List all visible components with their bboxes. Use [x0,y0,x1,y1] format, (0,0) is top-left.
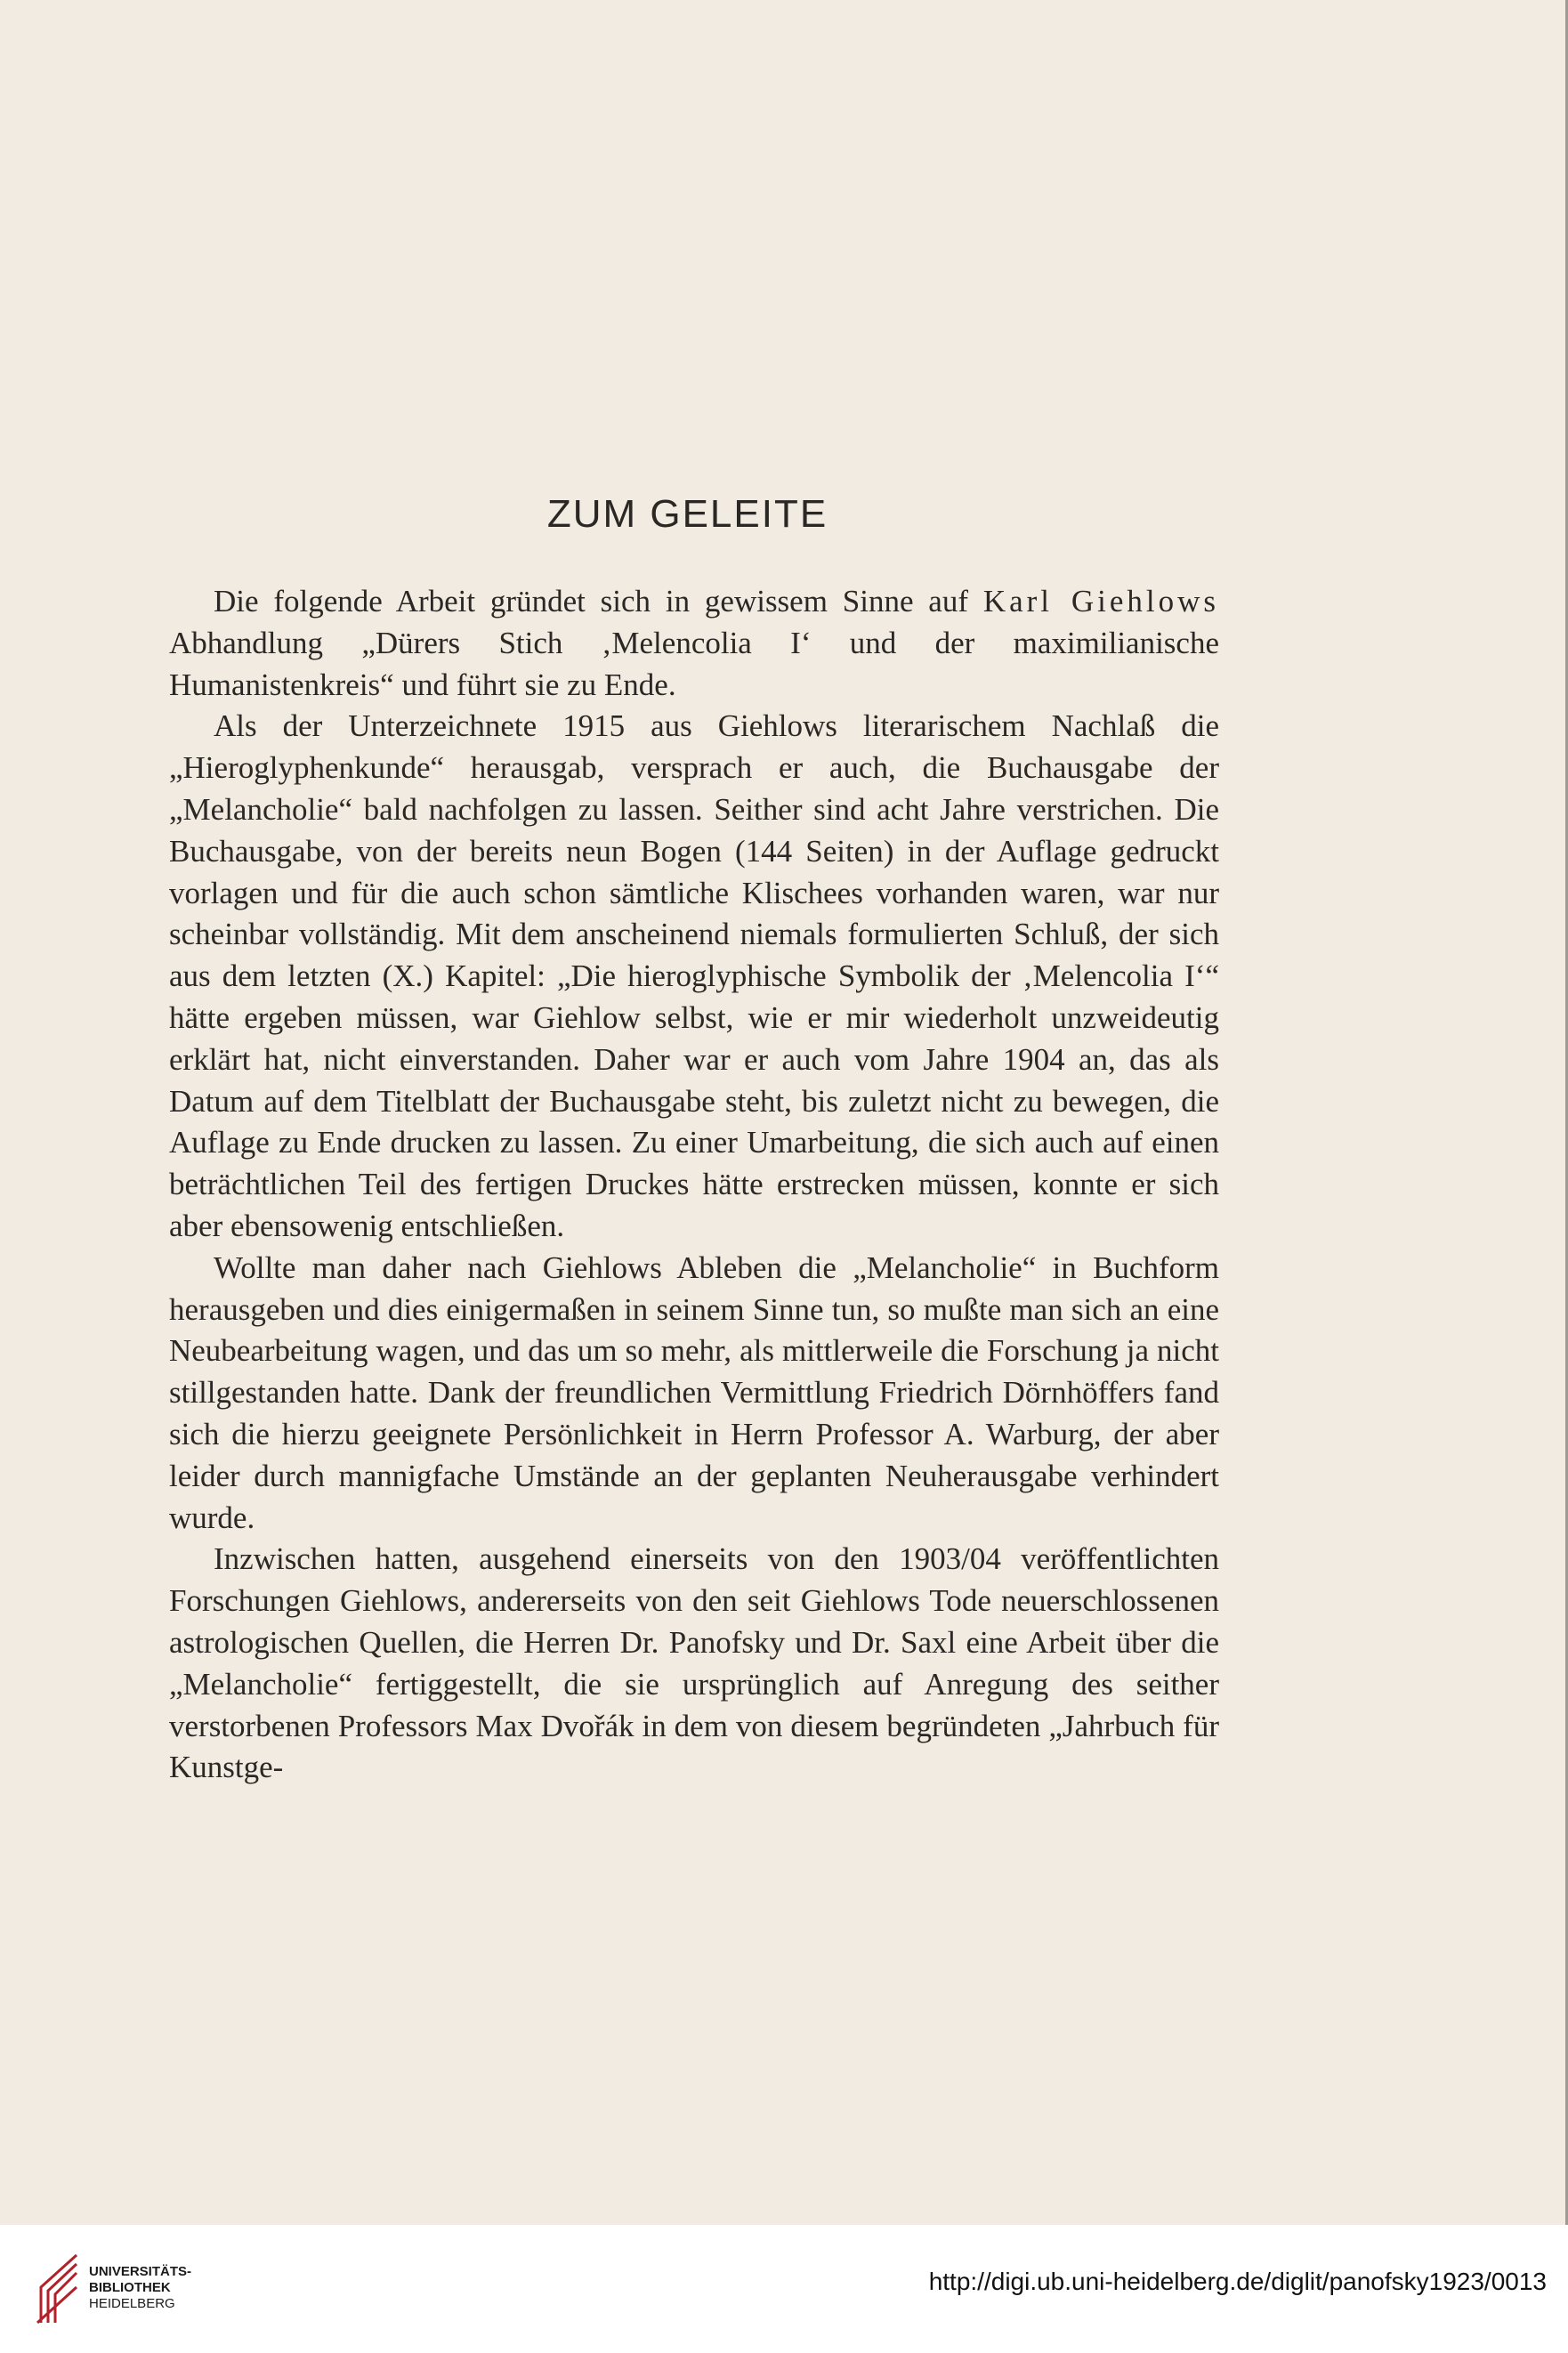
library-name [89,2264,191,2312]
source-url[interactable]: http://digi.ub.uni-heidelberg.de/diglit/panofsky1923/0013 [928,2268,1547,2295]
library-line: BIBLIOTHEK [89,2280,171,2295]
library-line: HEIDELBERG [89,2296,175,2311]
ub-heidelberg-logo-icon [32,2252,82,2326]
paragraph [169,581,1219,706]
paragraph: Wollte man daher nach Giehlows Ableben die „Melancholie“ in Buchform herausgeben und dies einigermaßen in seinem Sinne tun, so mußte man sich an eine Neubearbeitung wagen, und das um so mehr, als mittlerweile die Forschung ja nicht stillgestanden hatte. Dank der freundlichen Vermittlung Friedrich Dörnhöffers fand sich die hierzu geeignete Persönlichkeit in Herrn Professor A. Warburg, der aber leider durch mannigfache Umstände an der geplanten Neuherausgabe verhindert wurde. [169,1249,1219,1535]
page-title: ZUM GELEITE [546,492,828,536]
paragraph-text: Abhandlung „Dürers Stich ‚Melencolia I‘ und der maximilianische Humanistenkreis“ und führt sie zu Ende. [169,625,1219,702]
author-name: Karl Giehlows [982,584,1219,619]
footer-bar [0,2225,1568,2353]
body-text [169,581,1219,1789]
library-line: UNIVERSITÄTS- [89,2264,192,2279]
paragraph: Als der Unterzeichnete 1915 aus Giehlows literarischem Nachlaß die „Hieroglyphenkunde“ herausgab, versprach er auch, die Buchausgabe der „Melancholie“ bald nachfolgen zu lassen. Seither sind acht Jahre verstrichen. Die Buchausgabe, von der bereits neun Bogen (144 Seiten) in der Auflage gedruckt vorlagen und für die auch schon sämtliche Klischees vorhanden waren, war nur scheinbar vollständig. Mit dem anscheinend niemals formulierten Schluß, der sich aus dem letzten (X.) Kapitel: „Die hieroglyphische Symbolik der ‚Melencolia I‘“ hätte ergeben müssen, war Giehlow selbst, wie er mir wiederholt unzweideutig erklärt hat, nicht einverstanden. Daher war er auch vom Jahre 1904 an, das als Datum auf dem Titelblatt der Buchausgabe steht, bis zuletzt nicht zu bewegen, die Auflage zu Ende drucken zu lassen. Zu einer Umarbeitung, die sich auch auf einen beträchtlichen Teil des fertigen Druckes hätte erstrecken müssen, konnte er sich aber ebensowenig entschließen. [169,708,1219,1243]
paragraph-text: Die folgende Arbeit gründet sich in gewissem Sinne auf [214,584,983,619]
paragraph: Inzwischen hatten, ausgehend einerseits von den 1903/04 veröffentlichten Forschungen Giehlows, andererseits von den seit Giehlows Tode neuerschlossenen astrologischen Quellen, die Herren Dr. Panofsky und Dr. Saxl eine Arbeit über die „Melancholie“ fertiggestellt, die sie ursprünglich auf Anregung des seither verstorbenen Professors Max Dvořák in dem von diesem begründeten „Jahrbuch für Kunstge- [169,1541,1219,1785]
